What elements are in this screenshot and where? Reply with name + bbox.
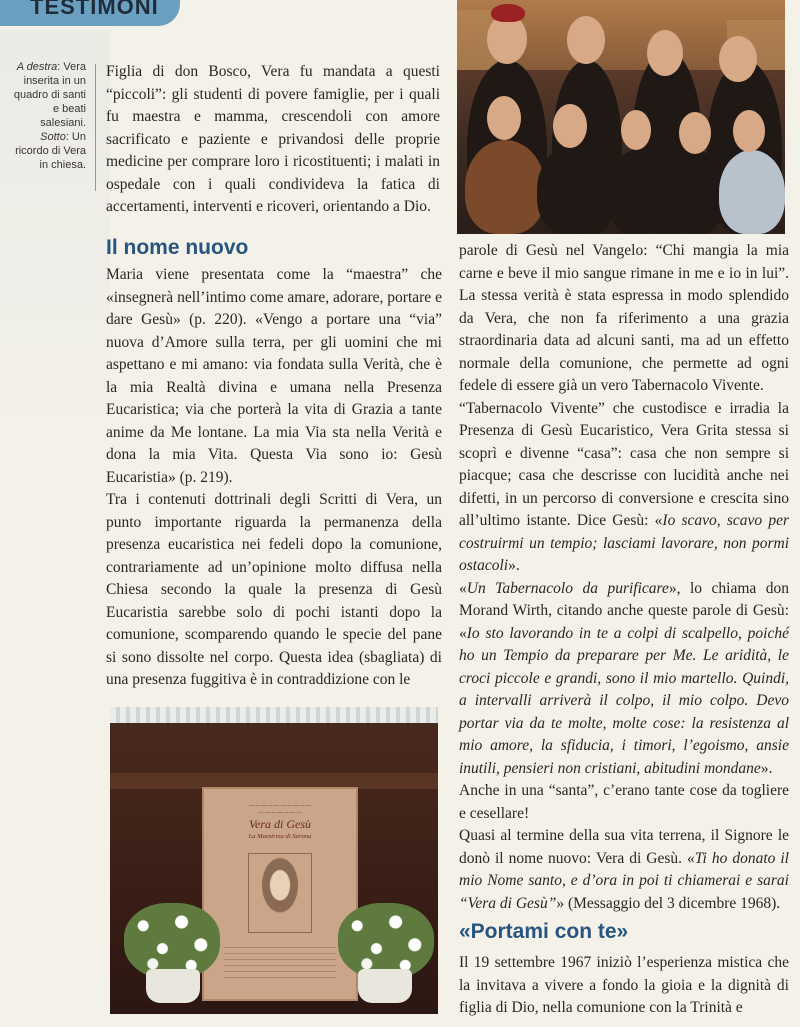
- painting-face: [621, 110, 651, 150]
- caption-lead-below: Sotto: [40, 131, 66, 143]
- intro-paragraph: [106, 61, 440, 219]
- painting-face: [719, 36, 757, 82]
- painting-face: [553, 104, 587, 148]
- flower-bouquet-left: [124, 903, 220, 979]
- painting-face: [679, 112, 711, 154]
- right-p3-quote: Io sto lavorando in te a colpi di scalpello, poiché ho un Tempio da preparare per Me. Le aridità, le croci piccole e grandi, sono il mio martello. Quindi, a intervalli arriverà il colpo, il mio colpo. Devo portar via da te molte, molte cose: la resistenza al mio amore, la sfiducia, i timori, l’egoismo, ansie inutili, pensieri non cristiani, abitudini mondane: [459, 624, 789, 777]
- caption-text-right: : Vera inserita in un quadro di santi e beati salesiani.: [13, 61, 86, 129]
- painting-figure: [665, 150, 725, 234]
- right-p3-text: », lo chiama don Morand Wirth, citando anche queste parole di Gesù: «: [459, 579, 789, 642]
- right-p2-end: ».: [508, 557, 520, 574]
- caption-divider: [95, 64, 96, 191]
- right-p3-end: ».: [760, 759, 773, 777]
- left-paragraph-1: Maria viene presentata come la “maestra” che «insegnerà nell’intimo come amare, adorare, portare e dare Gesù» (p. 220). «Vengo a portare una “via” nuova d’Amore sulla terra, per gli uomini che mi aspettano e mi amano: via fondata sulla Verità, che è la mia Realtà divina e umana nella Presenza Eucaristica; via che porterà la vita di Grazia a tante anime da Me lontane. La mia Via sta nella Verità e dona la mia Vita. Questa Via sono io: Gesù Eucaristia» (p. 219).: [106, 266, 442, 486]
- poster-header-lines: — — — — — — — — — — — — — — — — —: [248, 803, 312, 816]
- painting-face: [733, 110, 765, 152]
- poster-subtitle: La Maestrina di Savona: [248, 833, 312, 840]
- right-column-text-2: [459, 952, 789, 1020]
- vera-portrait: [248, 853, 312, 933]
- saints-painting: [457, 0, 785, 234]
- painting-figure: [719, 150, 785, 234]
- painting-face: [647, 30, 683, 76]
- flower-bouquet-right: [338, 903, 434, 979]
- right-paragraph-1: parole di Gesù nel Vangelo: “Chi mangia la mia carne e beve il mio sangue rimane in me e io in lui”. La stessa verità è stata espressa in modo splendido da Vera, che non fa riferimento a una grazia straordinaria data ad alcuni santi, ma ad un effetto normale della comunione, che permette ad ogni fedele di essere già un vero Tabernacolo Vivente.: [459, 242, 789, 394]
- heading-portami-con-te: «Portami con te»: [459, 920, 629, 943]
- altar-lace: [110, 707, 438, 723]
- section-tab: [0, 0, 180, 26]
- right-paragraph-3: [459, 578, 789, 781]
- vase-right: [358, 969, 412, 1003]
- caption-lead-right: A destra: [16, 61, 58, 73]
- left-paragraph-2: Tra i contenuti dottrinali degli Scritti di Vera, un punto importante riguarda la permanenza della presenza eucaristica nei fedeli dopo la comunione, contrariamente ad un’opinione molto diffusa nella Chiesa secondo la quale la presenza di Gesù Eucaristia sarebbe solo di pochi istanti dopo la comunione, scomparendo quando le specie del pane si sono dissolte nel corpo. Questa idea (sbagliata) di una presenza fuggitiva è in contraddizione con le: [106, 491, 442, 688]
- right-p2-quote: Io scavo, scavo per costruirmi un tempio; lasciami lavorare, non pormi ostacoli: [459, 512, 790, 574]
- painting-figure: [465, 140, 545, 234]
- poster-title: Vera di Gesù: [249, 817, 311, 831]
- commemorative-poster: [202, 787, 358, 1001]
- right-p2-text: “Tabernacolo Vivente” che custodisce e irradia la Presenza di Gesù Eucaristico, Vera Grita stessa si scoprì e divenne “casa”: casa che non sempre si piacque; casa che descrisse con lucidità anche nei difetti, in un percorso di conversione e crescita sino all’ultimo istante. Dice Gesù: «: [459, 399, 789, 529]
- painting-figure: [607, 150, 667, 234]
- right-column-text: [459, 240, 789, 915]
- poster-text-lines: [224, 947, 336, 983]
- painting-face: [567, 16, 605, 64]
- church-photo: [110, 707, 438, 1014]
- right-p5-quote: Ti ho donato il mio Nome santo, e d’ora in poi ti chiamerai e sarai “Vera di Gesù”: [459, 849, 789, 912]
- vase-left: [146, 969, 200, 1003]
- right2-paragraph-1: Il 19 settembre 1967 iniziò l’esperienza mistica che la invitava a vivere a fondo la gioia e la dignità di figlia di Dio, nella comunione con la Trinità e: [459, 954, 789, 1016]
- right-p3-open: «: [459, 579, 467, 597]
- heading-il-nome-nuovo: Il nome nuovo: [106, 236, 249, 259]
- painting-figure: [537, 146, 607, 234]
- image-caption: [8, 60, 86, 172]
- right-p5-text: Quasi al termine della sua vita terrena, il Signore le donò il nome nuovo: Vera di Gesù. «: [459, 827, 789, 867]
- right-paragraph-5: [459, 825, 789, 915]
- painting-zucchetto: [491, 4, 525, 22]
- right-p5-end: » (Messaggio del 3 dicembre 1968).: [556, 894, 781, 912]
- right-paragraph-2: [459, 398, 789, 578]
- caption-text-below: : Un ricordo di Vera in chiesa.: [15, 131, 86, 171]
- left-column-text: [106, 264, 442, 692]
- right-paragraph-4: Anche in una “santa”, c’erano tante cose da togliere e cesellare!: [459, 782, 789, 822]
- right-p3-title: Un Tabernacolo da purificare: [466, 579, 669, 597]
- intro-text: Figlia di don Bosco, Vera fu mandata a questi “piccoli”: gli studenti di povere famiglie, per i quali fu maestra e mamma, crescendoli con amore sacrificato e paziente e privandosi delle proprie medicine per comprare loro i ricostituenti; i malati in ospedale con i quali condivideva la fatica di accertamenti, interventi e ricoveri, orientando a Dio.: [106, 63, 440, 215]
- section-label: TESTIMONI: [30, 0, 159, 19]
- painting-face: [487, 96, 521, 140]
